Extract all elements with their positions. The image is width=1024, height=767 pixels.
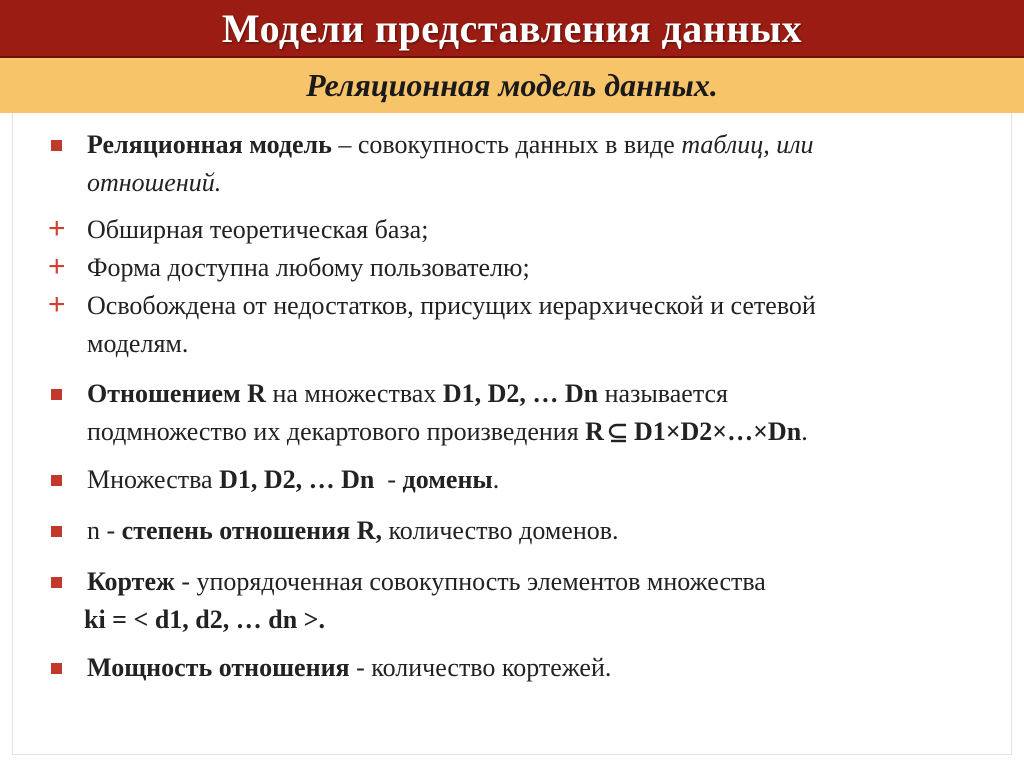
term: Реляционная модель <box>87 130 332 159</box>
square-bullet-icon <box>51 140 62 151</box>
plus-icon: + <box>48 288 66 321</box>
text-span: - <box>374 465 403 494</box>
text-span: моделям. <box>87 329 189 358</box>
text-span: на множествах <box>265 379 443 408</box>
text-span: n - <box>87 516 122 545</box>
text-bold: D1, D2, … Dn <box>442 379 599 408</box>
text-italic: отношений. <box>87 168 222 197</box>
item-text <box>87 126 987 202</box>
square-bullet-icon <box>51 389 62 400</box>
slide-title: Модели представления данных <box>221 5 803 51</box>
item-text <box>84 563 987 639</box>
plus-icon: + <box>48 250 66 283</box>
text-span: – совокупность данных в виде <box>331 130 682 159</box>
text-bold: R <box>585 417 604 446</box>
subtitle-bar <box>0 58 1024 113</box>
square-bullet-icon <box>51 475 62 486</box>
item-text <box>87 287 987 363</box>
text-span: Множества <box>87 465 220 494</box>
item-text: Обширная теоретическая база; <box>87 215 429 244</box>
item-text <box>87 512 987 550</box>
text-span: . <box>492 465 500 494</box>
text-bold: D1×D2×…×Dn <box>633 417 802 446</box>
item-text <box>87 461 987 499</box>
term: Отношением R <box>87 379 266 408</box>
square-bullet-icon <box>51 526 62 537</box>
square-bullet-icon <box>51 663 62 674</box>
item-text: Форма доступна любому пользователю; <box>87 253 530 282</box>
subset-icon <box>608 416 630 436</box>
text-span: подмножество их декартового произведения <box>87 417 586 446</box>
term: степень отношения R, <box>121 516 382 545</box>
text-bold: D1, D2, … Dn <box>219 465 375 494</box>
item-text <box>87 649 987 687</box>
slide-subtitle: Реляционная модель данных. <box>306 67 718 103</box>
text-span: Освобождена от недостатков, присущих иерархической и сетевой <box>87 291 816 320</box>
term: Кортеж <box>87 567 175 596</box>
text-span: называется <box>598 379 728 408</box>
text-italic: таблиц, или <box>681 130 814 159</box>
square-bullet-icon <box>51 577 62 588</box>
text-bold: ki = < d1, d2, … dn >. <box>84 605 325 634</box>
title-bar <box>0 0 1024 58</box>
plus-icon: + <box>48 212 66 245</box>
text-span: - количество кортежей. <box>349 653 612 682</box>
text-span: - упорядоченная совокупность элементов множества <box>174 567 766 596</box>
text-span: . <box>801 417 808 446</box>
term: Мощность отношения <box>87 653 350 682</box>
text-span: количество доменов. <box>381 516 619 545</box>
item-text <box>87 375 987 451</box>
term: домены <box>402 465 493 494</box>
